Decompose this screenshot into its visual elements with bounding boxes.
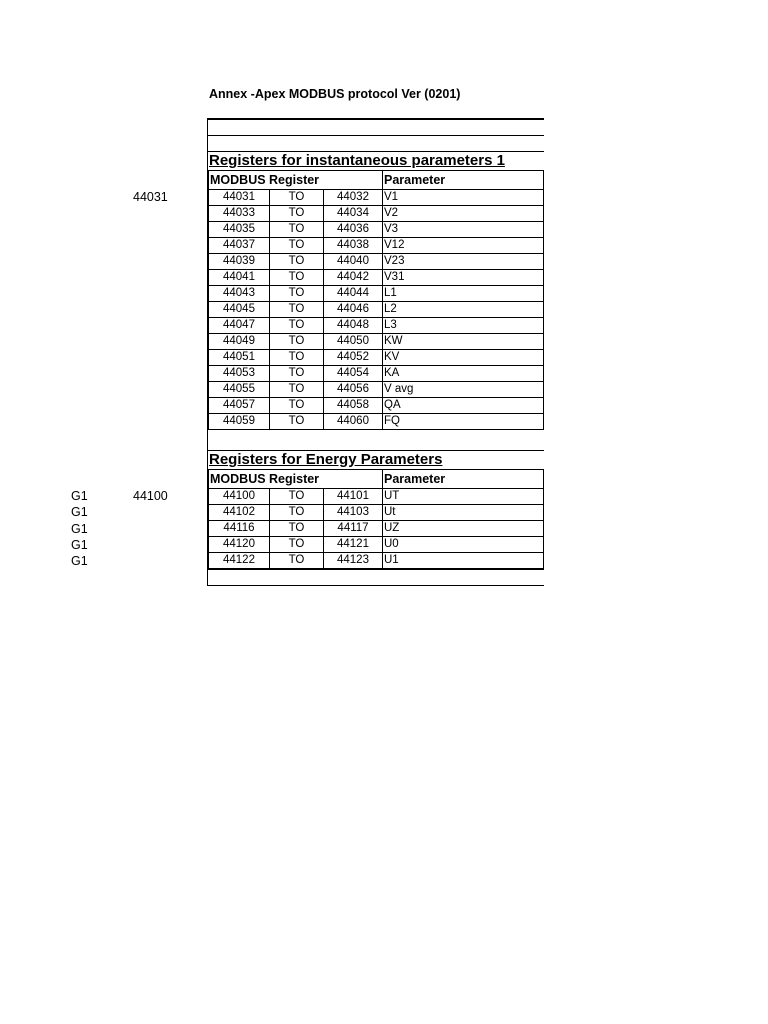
parameter-cell: UZ — [383, 521, 544, 537]
to-cell: TO — [270, 521, 324, 537]
table-row — [209, 286, 544, 302]
section-title-instantaneous: Registers for instantaneous parameters 1 — [209, 152, 505, 169]
energy-register-table — [208, 469, 544, 569]
parameter-cell: UT — [383, 489, 544, 505]
register-start-cell: 44045 — [209, 302, 270, 318]
divider — [207, 585, 544, 586]
parameter-cell: U0 — [383, 537, 544, 553]
parameter-cell: Ut — [383, 505, 544, 521]
parameter-cell: V31 — [383, 270, 544, 286]
register-start-cell: 44035 — [209, 222, 270, 238]
parameter-cell: V3 — [383, 222, 544, 238]
register-end-cell: 44121 — [324, 537, 383, 553]
register-end-cell: 44046 — [324, 302, 383, 318]
to-cell: TO — [270, 318, 324, 334]
register-start-cell: 44120 — [209, 537, 270, 553]
header-modbus-register: MODBUS Register — [209, 171, 383, 190]
side-label-group: G1 — [71, 538, 88, 552]
table-row — [209, 537, 544, 553]
parameter-cell: V2 — [383, 206, 544, 222]
to-cell: TO — [270, 382, 324, 398]
to-cell: TO — [270, 238, 324, 254]
to-cell: TO — [270, 206, 324, 222]
table-row — [209, 489, 544, 505]
register-end-cell: 44056 — [324, 382, 383, 398]
parameter-cell: U1 — [383, 553, 544, 569]
parameter-cell: V1 — [383, 190, 544, 206]
parameter-cell: KW — [383, 334, 544, 350]
parameter-cell: KV — [383, 350, 544, 366]
to-cell: TO — [270, 350, 324, 366]
register-start-cell: 44031 — [209, 190, 270, 206]
to-cell: TO — [270, 270, 324, 286]
register-end-cell: 44042 — [324, 270, 383, 286]
to-cell: TO — [270, 222, 324, 238]
table-header-row — [209, 470, 544, 489]
register-end-cell: 44038 — [324, 238, 383, 254]
parameter-cell: L3 — [383, 318, 544, 334]
to-cell: TO — [270, 489, 324, 505]
table-row — [209, 302, 544, 318]
register-start-cell: 44051 — [209, 350, 270, 366]
table-row — [209, 222, 544, 238]
table-row — [209, 521, 544, 537]
table-header-row — [209, 171, 544, 190]
register-end-cell: 44050 — [324, 334, 383, 350]
table-row — [209, 382, 544, 398]
register-end-cell: 44123 — [324, 553, 383, 569]
divider — [207, 135, 544, 136]
side-label-energy-start: 44100 — [133, 489, 168, 503]
table-row — [209, 206, 544, 222]
register-start-cell: 44049 — [209, 334, 270, 350]
register-start-cell: 44037 — [209, 238, 270, 254]
side-label-group: G1 — [71, 554, 88, 568]
register-start-cell: 44053 — [209, 366, 270, 382]
to-cell: TO — [270, 505, 324, 521]
table-row — [209, 334, 544, 350]
register-start-cell: 44102 — [209, 505, 270, 521]
table-row — [209, 366, 544, 382]
register-end-cell: 44044 — [324, 286, 383, 302]
side-label-group: G1 — [71, 505, 88, 519]
register-end-cell: 44054 — [324, 366, 383, 382]
register-end-cell: 44101 — [324, 489, 383, 505]
parameter-cell: V23 — [383, 254, 544, 270]
table-row — [209, 318, 544, 334]
frame-top-border — [207, 118, 544, 120]
to-cell: TO — [270, 254, 324, 270]
header-modbus-register: MODBUS Register — [209, 470, 383, 489]
parameter-cell: V12 — [383, 238, 544, 254]
register-end-cell: 44058 — [324, 398, 383, 414]
table-row — [209, 414, 544, 430]
to-cell: TO — [270, 302, 324, 318]
document-title: Annex -Apex MODBUS protocol Ver (0201) — [209, 87, 461, 101]
parameter-cell: L2 — [383, 302, 544, 318]
to-cell: TO — [270, 334, 324, 350]
register-end-cell: 44103 — [324, 505, 383, 521]
header-parameter: Parameter — [383, 470, 544, 489]
register-end-cell: 44032 — [324, 190, 383, 206]
divider — [207, 569, 544, 570]
register-start-cell: 44059 — [209, 414, 270, 430]
table-row — [209, 505, 544, 521]
register-end-cell: 44048 — [324, 318, 383, 334]
to-cell: TO — [270, 553, 324, 569]
parameter-cell: QA — [383, 398, 544, 414]
parameter-cell: L1 — [383, 286, 544, 302]
table-row — [209, 350, 544, 366]
register-end-cell: 44040 — [324, 254, 383, 270]
to-cell: TO — [270, 366, 324, 382]
register-end-cell: 44117 — [324, 521, 383, 537]
register-end-cell: 44036 — [324, 222, 383, 238]
register-start-cell: 44055 — [209, 382, 270, 398]
parameter-cell: KA — [383, 366, 544, 382]
register-start-cell: 44122 — [209, 553, 270, 569]
table-row — [209, 398, 544, 414]
to-cell: TO — [270, 190, 324, 206]
register-start-cell: 44057 — [209, 398, 270, 414]
register-start-cell: 44033 — [209, 206, 270, 222]
table-row — [209, 254, 544, 270]
register-end-cell: 44052 — [324, 350, 383, 366]
table-row — [209, 270, 544, 286]
section-title-energy: Registers for Energy Parameters — [209, 451, 443, 468]
table-row — [209, 553, 544, 569]
side-label-group: G1 — [71, 522, 88, 536]
register-end-cell: 44060 — [324, 414, 383, 430]
register-start-cell: 44116 — [209, 521, 270, 537]
register-start-cell: 44041 — [209, 270, 270, 286]
side-label-instant-start: 44031 — [133, 190, 168, 204]
register-start-cell: 44047 — [209, 318, 270, 334]
parameter-cell: FQ — [383, 414, 544, 430]
to-cell: TO — [270, 286, 324, 302]
register-start-cell: 44043 — [209, 286, 270, 302]
instantaneous-register-table — [208, 170, 544, 430]
to-cell: TO — [270, 414, 324, 430]
table-row — [209, 190, 544, 206]
register-end-cell: 44034 — [324, 206, 383, 222]
register-start-cell: 44039 — [209, 254, 270, 270]
header-parameter: Parameter — [383, 171, 544, 190]
to-cell: TO — [270, 398, 324, 414]
to-cell: TO — [270, 537, 324, 553]
register-start-cell: 44100 — [209, 489, 270, 505]
side-label-group: G1 — [71, 489, 88, 503]
table-row — [209, 238, 544, 254]
parameter-cell: V avg — [383, 382, 544, 398]
